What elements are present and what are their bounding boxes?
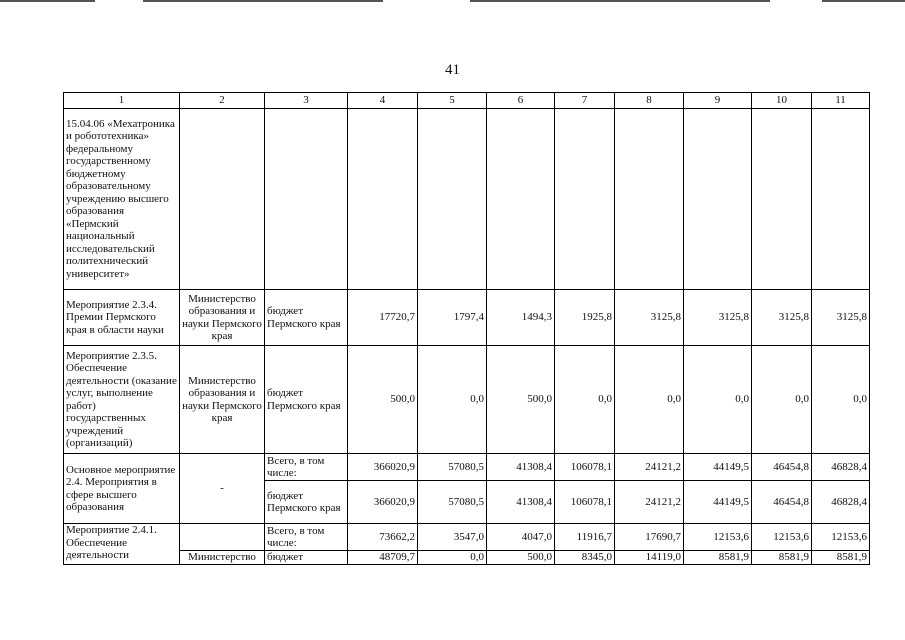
value-cell: 24121,2	[615, 481, 684, 524]
value-cell: 3125,8	[684, 290, 752, 346]
value-cell: 366020,9	[348, 481, 418, 524]
total-label-cell: Всего, в том числе:	[265, 454, 348, 481]
column-header: 1	[64, 93, 180, 109]
value-cell: 17720,7	[348, 290, 418, 346]
value-cell: 0,0	[615, 346, 684, 454]
value-cell: 500,0	[348, 346, 418, 454]
column-header: 7	[555, 93, 615, 109]
value-cell: 1797,4	[418, 290, 487, 346]
value-cell: 0,0	[684, 346, 752, 454]
value-cell: 57080,5	[418, 454, 487, 481]
university-name-cell: 15.04.06 «Мехатроника и робототехника» федеральному государственному бюджетному образовательному учреждению высшего образования «Пермский национальный исследовательский политехнический университет»	[64, 109, 180, 290]
value-cell: 106078,1	[555, 454, 615, 481]
value-cell: 8581,9	[684, 551, 752, 565]
measure-name-cell: Мероприятие 2.4.1. Обеспечение деятельности	[64, 524, 180, 565]
funding-source-cell: бюджет Пермского края	[265, 346, 348, 454]
value-cell: 12153,6	[684, 524, 752, 551]
empty-cell	[812, 109, 870, 290]
empty-cell	[555, 109, 615, 290]
value-cell: 12153,6	[812, 524, 870, 551]
value-cell: 4047,0	[487, 524, 555, 551]
empty-cell	[265, 109, 348, 290]
column-header: 11	[812, 93, 870, 109]
column-header: 3	[265, 93, 348, 109]
responsible-cell: Министерство	[180, 551, 265, 565]
value-cell: 8581,9	[752, 551, 812, 565]
total-label-cell: Всего, в том числе:	[265, 524, 348, 551]
empty-cell	[487, 109, 555, 290]
table-row	[64, 109, 870, 290]
value-cell: 3125,8	[615, 290, 684, 346]
value-cell: 24121,2	[615, 454, 684, 481]
funding-source-cell: бюджет Пермского края	[265, 481, 348, 524]
column-header: 10	[752, 93, 812, 109]
responsible-cell: Министерство образования и науки Пермского края	[180, 346, 265, 454]
funding-source-cell: бюджет	[265, 551, 348, 565]
column-header: 5	[418, 93, 487, 109]
column-header: 8	[615, 93, 684, 109]
top-edge-line	[143, 0, 383, 2]
budget-table	[63, 92, 870, 565]
table-row	[64, 290, 870, 346]
value-cell: 366020,9	[348, 454, 418, 481]
empty-cell	[348, 109, 418, 290]
column-header: 6	[487, 93, 555, 109]
responsible-cell: -	[180, 454, 265, 524]
top-edge-line	[822, 0, 905, 2]
value-cell: 500,0	[487, 346, 555, 454]
table-row	[64, 551, 870, 565]
value-cell: 46828,4	[812, 481, 870, 524]
value-cell: 14119,0	[615, 551, 684, 565]
value-cell: 41308,4	[487, 454, 555, 481]
value-cell: 0,0	[752, 346, 812, 454]
value-cell: 11916,7	[555, 524, 615, 551]
value-cell: 73662,2	[348, 524, 418, 551]
value-cell: 0,0	[812, 346, 870, 454]
value-cell: 0,0	[555, 346, 615, 454]
value-cell: 1925,8	[555, 290, 615, 346]
value-cell: 17690,7	[615, 524, 684, 551]
empty-cell	[180, 109, 265, 290]
value-cell: 3125,8	[812, 290, 870, 346]
table-row	[64, 524, 870, 551]
value-cell: 106078,1	[555, 481, 615, 524]
measure-name-cell: Мероприятие 2.3.4. Премии Пермского края в области науки	[64, 290, 180, 346]
value-cell: 3125,8	[752, 290, 812, 346]
value-cell: 44149,5	[684, 481, 752, 524]
value-cell: 0,0	[418, 346, 487, 454]
value-cell: 0,0	[418, 551, 487, 565]
page-number: 41	[445, 62, 460, 78]
funding-source-cell: бюджет Пермского края	[265, 290, 348, 346]
value-cell: 46454,8	[752, 454, 812, 481]
empty-cell	[752, 109, 812, 290]
top-edge-line	[0, 0, 95, 2]
top-edge-line	[470, 0, 770, 2]
empty-cell	[684, 109, 752, 290]
value-cell: 3547,0	[418, 524, 487, 551]
value-cell: 41308,4	[487, 481, 555, 524]
value-cell: 500,0	[487, 551, 555, 565]
value-cell: 12153,6	[752, 524, 812, 551]
empty-cell	[615, 109, 684, 290]
responsible-cell: Министерство образования и науки Пермского края	[180, 290, 265, 346]
value-cell: 57080,5	[418, 481, 487, 524]
value-cell: 44149,5	[684, 454, 752, 481]
value-cell: 46454,8	[752, 481, 812, 524]
measure-name-cell: Мероприятие 2.3.5. Обеспечение деятельности (оказание услуг, выполнение работ) государственных учреждений (организаций)	[64, 346, 180, 454]
header-row	[64, 93, 870, 109]
empty-cell	[180, 524, 265, 551]
value-cell: 48709,7	[348, 551, 418, 565]
value-cell: 8345,0	[555, 551, 615, 565]
table-row	[64, 346, 870, 454]
value-cell: 1494,3	[487, 290, 555, 346]
measure-name-cell: Основное мероприятие 2.4. Мероприятия в сфере высшего образования	[64, 454, 180, 524]
value-cell: 8581,9	[812, 551, 870, 565]
column-header: 9	[684, 93, 752, 109]
column-header: 2	[180, 93, 265, 109]
value-cell: 46828,4	[812, 454, 870, 481]
column-header: 4	[348, 93, 418, 109]
table-row	[64, 454, 870, 481]
empty-cell	[418, 109, 487, 290]
